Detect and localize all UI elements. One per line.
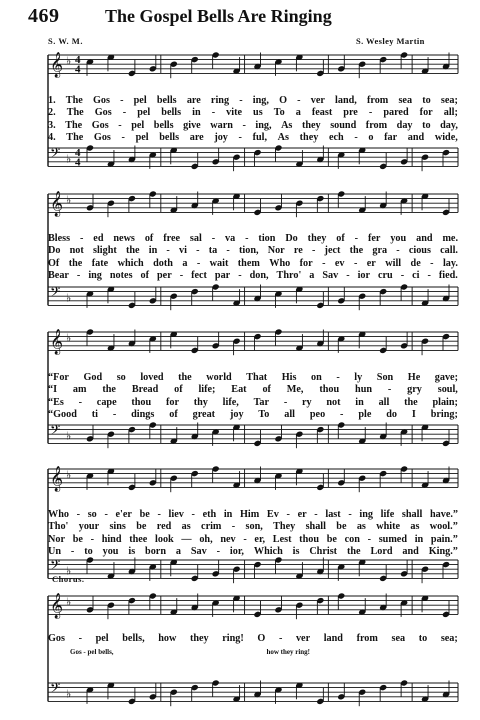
treble-clef-icon: 𝄞	[50, 329, 64, 355]
hymn-number: 469	[28, 5, 60, 27]
chorus-bass-lyrics	[70, 648, 310, 656]
chorus-label: Chorus.	[52, 574, 85, 584]
lyric-line: 1. The Gos - pel bells are ring - ing, O - ver land, from sea to sea;	[48, 95, 458, 106]
flat-sign-icon: ♭	[66, 429, 72, 443]
time-signature-bottom: 4	[75, 156, 81, 169]
lyric-line: “For God so loved the world That His on - ly Son He gave;	[48, 372, 458, 383]
lyric-line: 3. The Gos - pel bells give warn - ing, As they sound from day to day,	[48, 119, 458, 131]
time-signature-top: 4	[75, 147, 81, 160]
bass-clef-icon: 𝄢	[50, 421, 61, 441]
lyric-line: “I am the Bread of life; Eat of Me, thou hun - gry soul,	[48, 384, 458, 396]
lyric-line: 2. The Gos - pel bells in - vite us To a feast pre - pared for all;	[48, 107, 458, 119]
chorus-lyric-line: Gos - pel bells, how they ring! O - ver land from sea to sea;	[48, 633, 458, 644]
treble-clef-icon: 𝄞	[50, 593, 64, 619]
treble-clef-icon: 𝄞	[50, 191, 64, 217]
flat-sign-icon: ♭	[66, 687, 72, 701]
time-signature-bottom: 4	[75, 63, 81, 76]
bass-clef-icon: 𝄢	[50, 283, 61, 303]
lyric-line: Tho' your sins be red as crim - son, They shall be as white as wool.”	[48, 521, 458, 533]
chorus-bass-lyric: Gos - pel bells,	[70, 648, 114, 656]
lyric-line: 4. The Gos - pel bells are joy - ful, As they ech - o far and wide,	[48, 132, 458, 144]
lyric-line: Bear - ing notes of per - fect par - don, Thro' a Sav - ior cru - ci - fied.	[48, 270, 458, 282]
bass-clef-icon: 𝄢	[50, 556, 61, 576]
flat-sign-icon: ♭	[66, 152, 72, 166]
lyric-line: Of the fate which doth a - wait them Who for - ev - er will de - lay.	[48, 257, 458, 269]
flat-sign-icon: ♭	[66, 291, 72, 305]
lyric-line: Do not slight the in - vi - ta - tion, Nor re - ject the gra - cious call.	[48, 245, 458, 257]
lyric-line: Un - to you is born a Sav - ior, Which is Christ the Lord and King.”	[48, 546, 458, 558]
treble-clef-icon: 𝄞	[50, 52, 64, 78]
flat-sign-icon: ♭	[66, 468, 72, 482]
lyric-line: Who - so - e'er be - liev - eth in Him Ev - er - last - ing life shall have.”	[48, 509, 458, 520]
flat-sign-icon: ♭	[66, 331, 72, 345]
lyric-line: “Es - cape thou for thy life, Tar - ry not in all the plain;	[48, 396, 458, 408]
lyric-line: “Good ti - dings of great joy To all peo - ple do I bring;	[48, 409, 458, 421]
chorus-bass-lyric: how they ring!	[266, 648, 310, 656]
lyricist-credit: S. W. M.	[48, 36, 83, 46]
flat-sign-icon: ♭	[66, 595, 72, 609]
flat-sign-icon: ♭	[66, 193, 72, 207]
flat-sign-icon: ♭	[66, 564, 72, 578]
lyric-line: Bless - ed news of free sal - va - tion Do they of - fer you and me.	[48, 233, 458, 244]
bass-clef-icon: 𝄢	[50, 144, 61, 164]
bass-clef-icon: 𝄢	[50, 679, 61, 699]
time-signature-top: 4	[75, 54, 81, 67]
composer-credit: S. Wesley Martin	[356, 36, 425, 46]
treble-clef-icon: 𝄞	[50, 466, 64, 492]
flat-sign-icon: ♭	[66, 54, 72, 68]
lyric-line: Nor be - hind thee look — oh, nev - er, Lest thou be con - sumed in pain.”	[48, 533, 458, 545]
hymn-title: The Gospel Bells Are Ringing	[105, 6, 332, 26]
